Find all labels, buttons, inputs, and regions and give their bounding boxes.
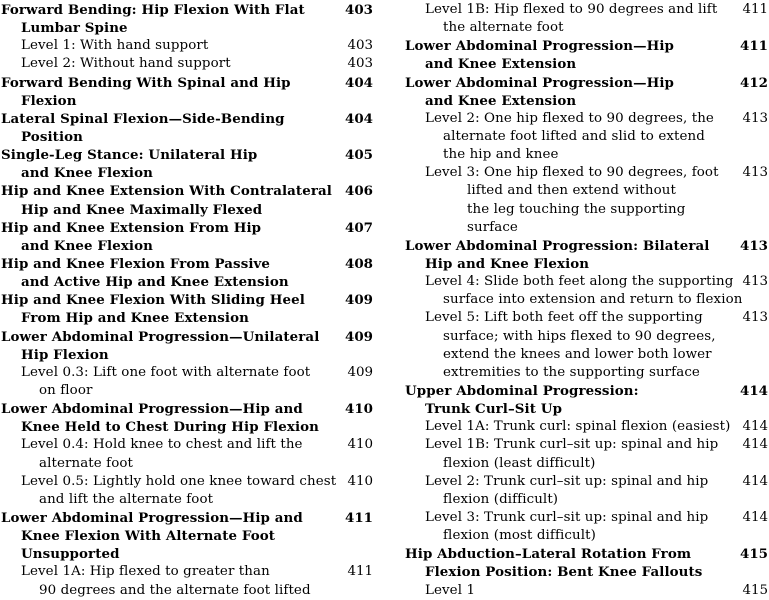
toc-line bbox=[405, 364, 768, 382]
toc-entry-topic bbox=[1, 1, 373, 37]
toc-line bbox=[1, 455, 373, 473]
toc-level-text: flexion (most difficult) bbox=[443, 528, 596, 544]
toc-topic-text: Single-Leg Stance: Unilateral Hip bbox=[1, 147, 258, 164]
toc-level-text: Level 4: Slide both feet along the supporting bbox=[425, 274, 734, 290]
toc-line bbox=[1, 364, 373, 382]
toc-entry-topic bbox=[1, 328, 373, 364]
page-number: 413 bbox=[734, 237, 768, 255]
toc-line bbox=[1, 436, 373, 454]
page-number: 403 bbox=[339, 1, 373, 19]
toc-topic-text: Flexion bbox=[21, 92, 77, 109]
toc-line bbox=[1, 291, 373, 309]
toc-line bbox=[1, 128, 373, 146]
page-number: 414 bbox=[736, 509, 768, 527]
page-number: 413 bbox=[736, 110, 768, 128]
toc-line bbox=[1, 146, 373, 164]
toc-entry-topic bbox=[405, 74, 768, 110]
toc-topic-text: Hip Flexion bbox=[21, 346, 109, 363]
toc-level-text: Level 2: One hip flexed to 90 degrees, the bbox=[425, 110, 714, 126]
toc-line bbox=[405, 219, 768, 237]
page-number: 411 bbox=[734, 37, 768, 55]
toc-line bbox=[405, 255, 768, 273]
toc-level-text: Level 2: Trunk curl–sit up: spinal and hip bbox=[425, 473, 709, 489]
toc-line bbox=[1, 400, 373, 418]
toc-entry-level bbox=[405, 309, 768, 382]
toc-topic-text: Knee Flexion With Alternate Foot bbox=[21, 528, 276, 545]
page-number: 415 bbox=[734, 545, 768, 563]
page-number: 414 bbox=[736, 418, 768, 436]
toc-entry-topic bbox=[405, 382, 768, 418]
page-number: 409 bbox=[339, 328, 373, 346]
toc-line bbox=[405, 455, 768, 473]
toc-entry-topic bbox=[405, 237, 768, 273]
toc-topic-text: Hip and Knee Flexion bbox=[425, 255, 590, 272]
page-number: 411 bbox=[736, 1, 768, 19]
toc-line bbox=[1, 527, 373, 545]
toc-level-text: lifted and then extend without bbox=[467, 183, 676, 199]
toc-topic-text: Hip and Knee Flexion From Passive bbox=[1, 255, 271, 272]
toc-column-right bbox=[405, 1, 768, 600]
toc-line bbox=[1, 55, 373, 73]
toc-level-text: Level 1 bbox=[425, 582, 476, 598]
toc-level-text: Level 3: Trunk curl–sit up: spinal and hip bbox=[425, 509, 709, 525]
toc-entry-level bbox=[405, 110, 768, 164]
toc-entry-topic bbox=[405, 545, 768, 581]
toc-line bbox=[1, 545, 373, 563]
toc-level-text: Level 3: One hip flexed to 90 degrees, foot bbox=[425, 165, 719, 181]
toc-line bbox=[405, 527, 768, 545]
toc-entry-topic bbox=[1, 291, 373, 327]
toc-line bbox=[405, 1, 768, 19]
page-number: 412 bbox=[734, 74, 768, 92]
toc-topic-text: Lateral Spinal Flexion—Side-Bending bbox=[1, 110, 285, 127]
toc-line bbox=[1, 237, 373, 255]
toc-entry-level bbox=[1, 37, 373, 55]
page-number: 408 bbox=[339, 255, 373, 273]
toc-topic-text: Upper Abdominal Progression: bbox=[405, 382, 639, 399]
toc-line bbox=[1, 509, 373, 527]
toc-line bbox=[405, 164, 768, 182]
page-number: 405 bbox=[339, 146, 373, 164]
toc-entry-level bbox=[1, 473, 373, 509]
toc-line bbox=[1, 273, 373, 291]
toc-line bbox=[1, 328, 373, 346]
toc-entry-level bbox=[405, 509, 768, 545]
toc-topic-text: Forward Bending With Spinal and Hip bbox=[1, 74, 291, 91]
toc-line bbox=[405, 55, 768, 73]
page-number: 406 bbox=[339, 182, 373, 200]
toc-line bbox=[1, 201, 373, 219]
toc-level-text: on floor bbox=[39, 382, 93, 398]
toc-line bbox=[1, 309, 373, 327]
toc-line bbox=[405, 182, 768, 200]
toc-level-text: Level 0.3: Lift one foot with alternate foot bbox=[21, 364, 311, 380]
toc-line bbox=[405, 19, 768, 37]
page-number: 403 bbox=[341, 55, 373, 73]
toc-level-text: surface into extension and return to flexion bbox=[443, 292, 743, 308]
toc-entry-level bbox=[1, 55, 373, 73]
toc-entry-topic bbox=[1, 110, 373, 146]
toc-line bbox=[405, 436, 768, 454]
toc-topic-text: Knee Held to Chest During Hip Flexion bbox=[21, 419, 319, 436]
page-number: 413 bbox=[736, 164, 768, 182]
page-number: 410 bbox=[341, 436, 373, 454]
toc-line bbox=[1, 563, 373, 581]
toc-topic-text: Hip and Knee Flexion With Sliding Heel bbox=[1, 292, 305, 309]
toc-column-left bbox=[1, 1, 373, 600]
toc-line bbox=[1, 491, 373, 509]
toc-level-text: surface; with hips flexed to 90 degrees, bbox=[443, 328, 716, 344]
toc-topic-text: Hip Abduction–Lateral Rotation From bbox=[405, 546, 692, 563]
toc-entry-level bbox=[405, 1, 768, 37]
page-number: 410 bbox=[339, 400, 373, 418]
page-number: 411 bbox=[339, 509, 373, 527]
toc-entry-topic bbox=[405, 37, 768, 73]
toc-topic-text: and Active Hip and Knee Extension bbox=[21, 274, 289, 291]
toc-line bbox=[1, 219, 373, 237]
toc-line bbox=[405, 128, 768, 146]
toc-level-text: the alternate foot bbox=[443, 20, 564, 36]
toc-line bbox=[405, 110, 768, 128]
page-number: 414 bbox=[736, 473, 768, 491]
toc-topic-text: Lower Abdominal Progression—Hip bbox=[405, 74, 674, 91]
toc-topic-text: Lumbar Spine bbox=[21, 20, 128, 37]
toc-line bbox=[405, 545, 768, 563]
page-number: 409 bbox=[341, 364, 373, 382]
toc-line bbox=[1, 255, 373, 273]
toc-topic-text: and Knee Extension bbox=[425, 92, 577, 109]
toc-level-text: flexion (difficult) bbox=[443, 491, 559, 507]
page-number: 407 bbox=[339, 219, 373, 237]
toc-level-text: Level 1B: Hip flexed to 90 degrees and lift bbox=[425, 2, 718, 17]
toc-entry-topic bbox=[1, 400, 373, 436]
toc-level-text: Level 1: With hand support bbox=[21, 38, 209, 54]
toc-level-text: alternate foot bbox=[39, 455, 134, 471]
toc-line bbox=[405, 563, 768, 581]
toc-level-text: surface bbox=[467, 219, 518, 235]
toc-entry-topic bbox=[1, 509, 373, 563]
toc-topic-text: Lower Abdominal Progression: Bilateral bbox=[405, 237, 710, 254]
toc-topic-text: and Knee Flexion bbox=[21, 165, 153, 182]
toc-line bbox=[1, 182, 373, 200]
toc-entry-level bbox=[1, 436, 373, 472]
toc-entry-level bbox=[1, 364, 373, 400]
toc-line bbox=[1, 37, 373, 55]
page-number: 414 bbox=[736, 436, 768, 454]
toc-line bbox=[1, 582, 373, 600]
toc-topic-text: From Hip and Knee Extension bbox=[21, 310, 249, 327]
toc-line bbox=[1, 346, 373, 364]
toc-topic-text: Hip and Knee Maximally Flexed bbox=[21, 201, 263, 218]
toc-level-text: the hip and knee bbox=[443, 147, 559, 163]
page-number: 409 bbox=[339, 291, 373, 309]
toc-line bbox=[405, 201, 768, 219]
toc-line bbox=[405, 509, 768, 527]
toc-line bbox=[1, 74, 373, 92]
toc-level-text: Level 0.5: Lightly hold one knee toward chest bbox=[21, 473, 337, 489]
page-number: 414 bbox=[734, 382, 768, 400]
toc-line bbox=[1, 1, 373, 19]
toc-entry-topic bbox=[1, 146, 373, 182]
toc-line bbox=[405, 382, 768, 400]
page-number: 415 bbox=[736, 582, 768, 600]
toc-topic-text: Lower Abdominal Progression—Hip bbox=[405, 38, 674, 55]
toc-level-text: the leg touching the supporting bbox=[467, 201, 686, 217]
toc-entry-topic bbox=[1, 255, 373, 291]
toc-line bbox=[405, 309, 768, 327]
toc-line bbox=[1, 473, 373, 491]
toc-line bbox=[405, 418, 768, 436]
toc-line bbox=[405, 146, 768, 164]
toc-level-text: Level 1A: Hip flexed to greater than bbox=[21, 564, 270, 580]
toc-level-text: alternate foot lifted and slid to extend bbox=[443, 128, 705, 144]
page-number: 403 bbox=[341, 37, 373, 55]
toc-entry-level bbox=[405, 436, 768, 472]
toc-entry-topic bbox=[1, 182, 373, 218]
toc-topic-text: Lower Abdominal Progression—Hip and bbox=[1, 401, 303, 418]
toc-level-text: Level 1A: Trunk curl: spinal flexion (easiest) bbox=[425, 419, 731, 435]
toc-line bbox=[405, 37, 768, 55]
toc-line bbox=[1, 164, 373, 182]
toc-line bbox=[1, 110, 373, 128]
toc-topic-text: Hip and Knee Extension From Hip bbox=[1, 219, 262, 236]
toc-topic-text: Unsupported bbox=[21, 546, 120, 563]
page-number: 410 bbox=[341, 473, 373, 491]
toc-topic-text: Flexion Position: Bent Knee Fallouts bbox=[425, 564, 703, 581]
page-number: 413 bbox=[736, 273, 768, 291]
toc-entry-level bbox=[405, 582, 768, 600]
toc-topic-text: Hip and Knee Extension With Contralateral bbox=[1, 183, 332, 200]
page-number: 411 bbox=[341, 563, 373, 581]
toc-line bbox=[1, 19, 373, 37]
toc-line bbox=[405, 491, 768, 509]
toc-entry-level bbox=[405, 164, 768, 237]
toc-line bbox=[405, 473, 768, 491]
toc-line bbox=[1, 382, 373, 400]
toc-line bbox=[405, 400, 768, 418]
toc-entry-topic bbox=[1, 74, 373, 110]
toc-line bbox=[405, 92, 768, 110]
toc-topic-text: and Knee Extension bbox=[425, 56, 577, 73]
toc-line bbox=[405, 328, 768, 346]
toc-level-text: and lift the alternate foot bbox=[39, 491, 214, 507]
toc-line bbox=[1, 418, 373, 436]
toc-topic-text: Lower Abdominal Progression—Hip and bbox=[1, 509, 303, 526]
toc-entry-level bbox=[405, 418, 768, 436]
toc-level-text: Level 0.4: Hold knee to chest and lift the bbox=[21, 437, 303, 453]
toc-line bbox=[405, 346, 768, 364]
toc-topic-text: Trunk Curl–Sit Up bbox=[425, 401, 563, 418]
toc-line bbox=[405, 237, 768, 255]
toc-level-text: extremities to the supporting surface bbox=[443, 364, 700, 380]
toc-topic-text: Lower Abdominal Progression—Unilateral bbox=[1, 328, 320, 345]
toc-level-text: extend the knees and lower both lower bbox=[443, 346, 712, 362]
toc-level-text: flexion (least difficult) bbox=[443, 455, 596, 471]
toc-level-text: Level 2: Without hand support bbox=[21, 56, 231, 72]
page-number: 404 bbox=[339, 110, 373, 128]
toc-line bbox=[405, 74, 768, 92]
toc-level-text: Level 5: Lift both feet off the supporting bbox=[425, 310, 703, 326]
toc-entry-topic bbox=[1, 219, 373, 255]
toc-level-text: Level 1B: Trunk curl–sit up: spinal and hip bbox=[425, 437, 719, 453]
toc-line bbox=[405, 582, 768, 600]
toc-topic-text: and Knee Flexion bbox=[21, 237, 153, 254]
toc-line bbox=[405, 273, 768, 291]
toc-line bbox=[405, 291, 768, 309]
page-number: 413 bbox=[736, 309, 768, 327]
toc-line bbox=[1, 92, 373, 110]
page-number: 404 bbox=[339, 74, 373, 92]
toc-entry-level bbox=[405, 473, 768, 509]
toc-topic-text: Forward Bending: Hip Flexion With Flat bbox=[1, 2, 305, 18]
toc-entry-level bbox=[1, 563, 373, 599]
toc-entry-level bbox=[405, 273, 768, 309]
toc-level-text: 90 degrees and the alternate foot lifted bbox=[39, 582, 311, 598]
toc-topic-text: Position bbox=[21, 128, 84, 145]
